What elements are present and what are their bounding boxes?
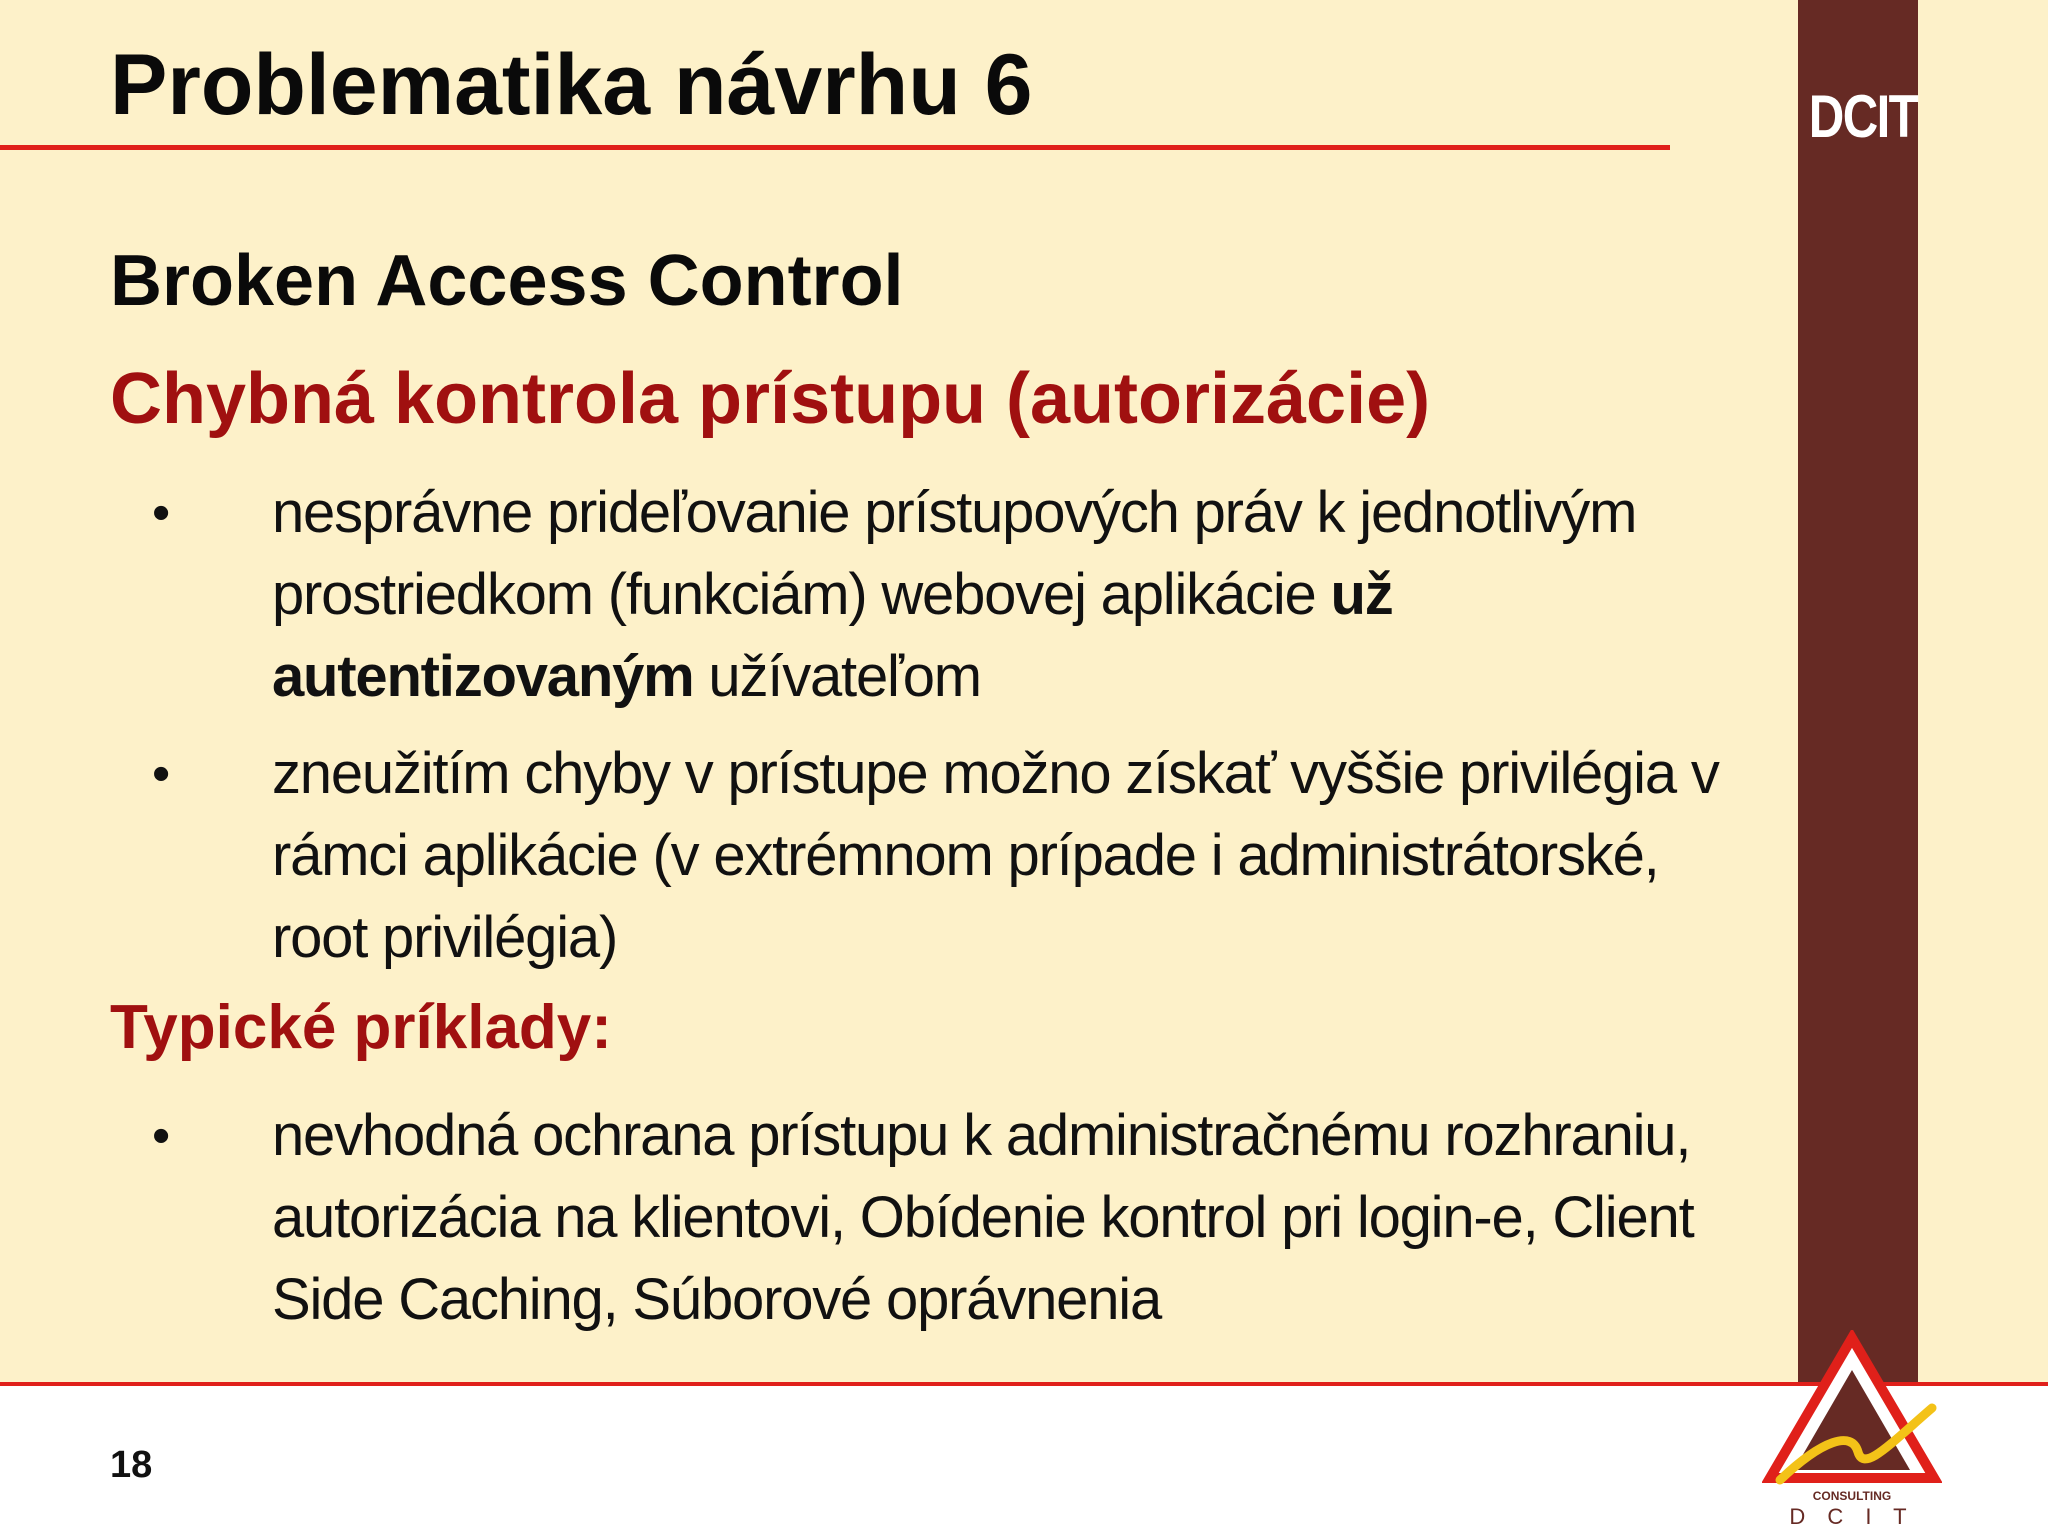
section-heading-main: Chybná kontrola prístupu (autorizácie): [110, 359, 1431, 439]
bullet-text: nevhodná ochrana prístupu k administračnému rozhraniu, autorizácia na klientovi, Obídenie kontrol pri login-e, Client Side Caching, Súborové oprávnenia: [272, 1103, 1694, 1332]
footer-divider: [0, 1382, 2048, 1386]
bullet-icon: •: [152, 745, 170, 803]
title-divider: [0, 145, 1670, 150]
section-heading-examples: Typické príklady:: [110, 993, 612, 1062]
list-item: [110, 733, 1750, 979]
bullet-text: zneužitím chyby v prístupe možno získať vyššie privilégia v rámci aplikácie (v extrémnom prípade i administrátorské, root privilégia): [272, 741, 1719, 970]
bullet-text-emphasis: už autentizovaným: [272, 562, 1393, 709]
brand-side-bar: [1798, 0, 1918, 1384]
dcit-logo: [1762, 1330, 1942, 1530]
bullet-text: nesprávne prideľovanie prístupových práv k jednotlivým prostriedkom (funkciám) webovej aplikácie: [272, 480, 1637, 627]
list-item: [110, 472, 1750, 718]
logo-caption: CONSULTING: [1812, 1489, 1892, 1503]
bullet-list-examples: [110, 1095, 1750, 1356]
bullet-icon: •: [152, 1107, 170, 1165]
bullet-text-tail: užívateľom: [693, 644, 981, 709]
page-title: Problematika návrhu 6: [110, 37, 1033, 133]
brand-wordmark: DCIT: [1808, 83, 1918, 150]
slide-subtitle: Broken Access Control: [110, 241, 904, 321]
list-item: [110, 1095, 1750, 1341]
footer-background: [0, 1386, 2048, 1536]
page-number: 18: [110, 1444, 153, 1486]
logo-letters: D C I T: [1789, 1504, 1915, 1529]
bullet-list-main: [110, 472, 1750, 994]
bullet-icon: •: [152, 484, 170, 542]
